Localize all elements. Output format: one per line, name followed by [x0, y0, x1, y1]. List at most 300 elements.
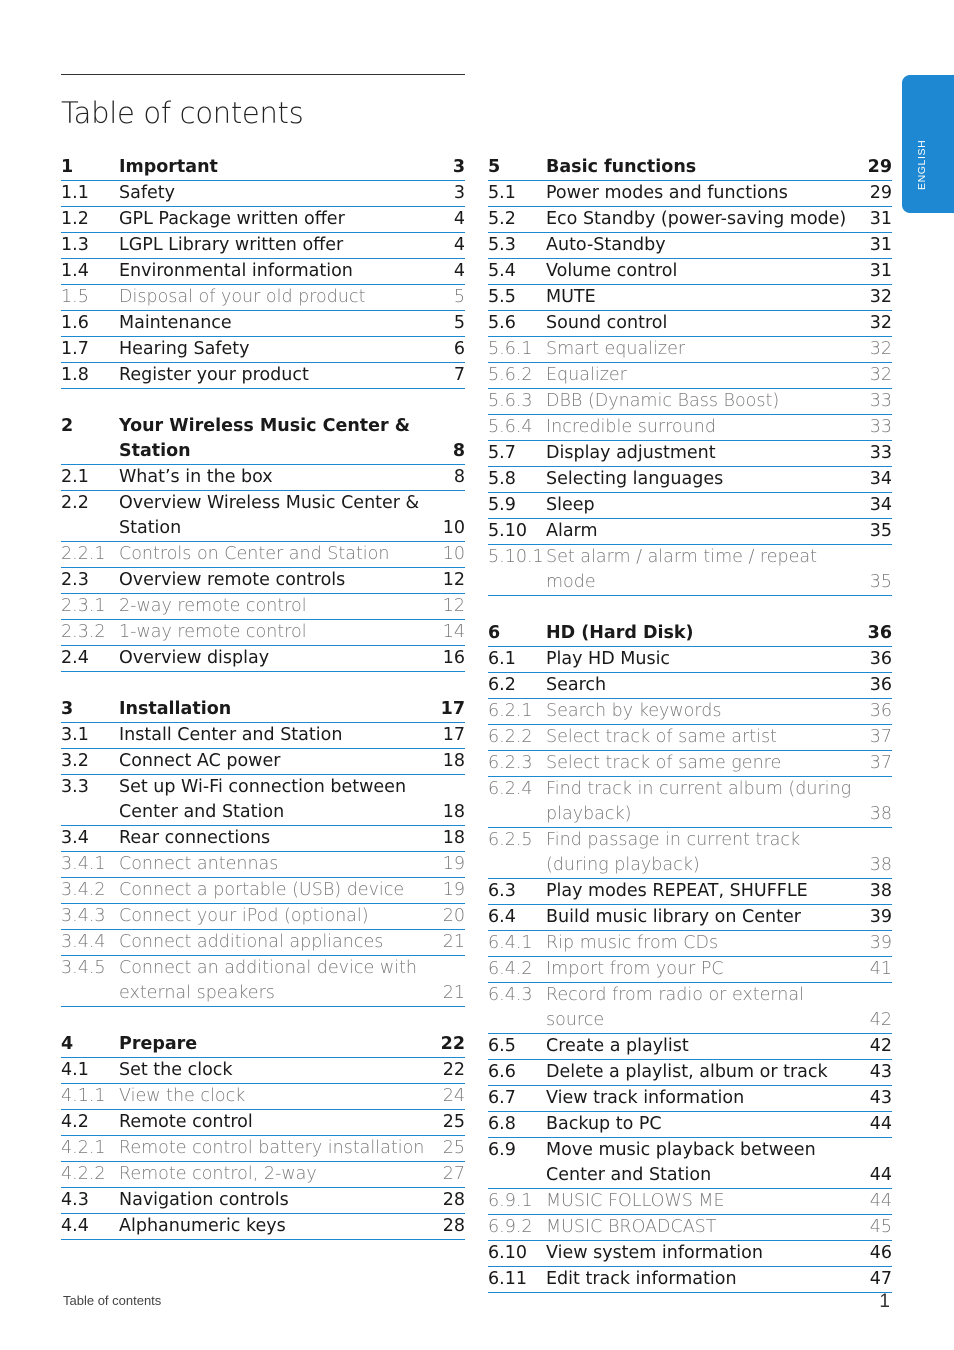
toc-entry-number: 2.4 — [61, 648, 89, 668]
toc-entry-title: View system information — [546, 1243, 763, 1263]
toc-entry[interactable] — [61, 259, 465, 285]
toc-entry-title: Volume control — [546, 261, 678, 281]
toc-entry-page: 22 — [440, 1034, 465, 1054]
toc-entry-number: 3.4.4 — [61, 932, 106, 952]
toc-entry-number: 4.2.1 — [61, 1138, 106, 1158]
toc-entry[interactable] — [61, 956, 465, 1007]
toc-entry-page: 37 — [869, 727, 892, 747]
toc-entry[interactable] — [61, 568, 465, 594]
toc-entry-title: Set alarm / alarm time / repeat mode — [546, 547, 817, 592]
toc-entry-number: 3 — [61, 699, 74, 719]
toc-spacer — [488, 596, 892, 621]
toc-entry-page: 12 — [442, 570, 465, 590]
toc-entry-title: Sound control — [546, 313, 668, 333]
toc-entry-number: 4.1 — [61, 1060, 89, 1080]
toc-entry[interactable] — [61, 542, 465, 568]
toc-entry-title: Set up Wi-Fi connection between Center and Station — [119, 777, 407, 822]
toc-entry-number: 3.4.1 — [61, 854, 106, 874]
toc-entry-page: 27 — [442, 1164, 465, 1184]
toc-entry-number: 6.10 — [488, 1243, 527, 1263]
toc-entry-title: Eco Standby (power-saving mode) — [546, 209, 847, 229]
toc-entry[interactable] — [61, 594, 465, 620]
toc-entry-number: 6.9.2 — [488, 1217, 533, 1237]
toc-entry-number: 4.4 — [61, 1216, 89, 1236]
toc-entry-page: 36 — [869, 701, 892, 721]
toc-entry-page: 19 — [442, 854, 465, 874]
toc-entry-page: 41 — [869, 959, 892, 979]
toc-entry-number: 4.2 — [61, 1112, 89, 1132]
toc-entry-page: 24 — [442, 1086, 465, 1106]
toc-entry-page: 5 — [453, 287, 465, 307]
toc-entry[interactable] — [61, 207, 465, 233]
toc-entry[interactable] — [488, 207, 892, 233]
toc-entry-page: 20 — [442, 906, 465, 926]
toc-entry[interactable] — [488, 259, 892, 285]
toc-entry[interactable] — [488, 673, 892, 699]
toc-entry-number: 2.2.1 — [61, 544, 106, 564]
toc-entry-number: 6.2.1 — [488, 701, 533, 721]
toc-entry-page: 3 — [453, 183, 465, 203]
toc-entry-number: 6.3 — [488, 881, 516, 901]
toc-entry-title: Build music library on Center — [546, 907, 801, 927]
toc-entry-page: 31 — [869, 235, 892, 255]
toc-entry-title: Remote control battery installation — [119, 1138, 425, 1158]
toc-entry-number: 1 — [61, 157, 74, 177]
toc-entry-title: Rear connections — [119, 828, 271, 848]
toc-entry-page: 32 — [869, 287, 892, 307]
toc-entry-page: 33 — [869, 391, 892, 411]
toc-chapter-entry[interactable] — [61, 697, 465, 723]
toc-entry-page: 7 — [453, 365, 465, 385]
toc-spacer — [61, 1007, 465, 1032]
toc-entry-number: 6.9.1 — [488, 1191, 533, 1211]
toc-entry-page: 36 — [869, 649, 892, 669]
toc-entry-title: Play modes REPEAT, SHUFFLE — [546, 881, 808, 901]
toc-entry[interactable] — [61, 878, 465, 904]
toc-entry-number: 3.4 — [61, 828, 89, 848]
toc-entry[interactable] — [488, 493, 892, 519]
toc-entry-number: 6.2.4 — [488, 779, 533, 799]
toc-entry[interactable] — [61, 904, 465, 930]
toc-entry-page: 17 — [440, 699, 465, 719]
toc-entry-page: 18 — [442, 828, 465, 848]
toc-entry-number: 2.3.1 — [61, 596, 106, 616]
toc-entry-number: 5.6.2 — [488, 365, 533, 385]
toc-entry-page: 42 — [869, 1036, 892, 1056]
toc-entry-number: 1.6 — [61, 313, 89, 333]
toc-column-left — [61, 155, 465, 1240]
toc-entry-number: 6.5 — [488, 1036, 516, 1056]
toc-spacer — [61, 389, 465, 414]
toc-entry-number: 3.4.2 — [61, 880, 106, 900]
toc-entry-page: 3 — [452, 157, 465, 177]
toc-entry-number: 5.6.3 — [488, 391, 533, 411]
toc-entry-title: 2-way remote control — [119, 596, 307, 616]
toc-entry-title: Overview display — [119, 648, 270, 668]
toc-entry[interactable] — [488, 233, 892, 259]
toc-entry-number: 4.2.2 — [61, 1164, 106, 1184]
toc-chapter-entry[interactable] — [61, 1032, 465, 1058]
toc-entry-title: Display adjustment — [546, 443, 716, 463]
toc-entry-number: 6.4.3 — [488, 985, 533, 1005]
toc-entry-number: 5.2 — [488, 209, 516, 229]
toc-entry-title: View track information — [546, 1088, 745, 1108]
toc-entry-number: 6.2.2 — [488, 727, 533, 747]
toc-entry-page: 32 — [869, 365, 892, 385]
toc-entry[interactable] — [61, 337, 465, 363]
toc-entry-number: 3.1 — [61, 725, 89, 745]
toc-entry-page: 28 — [442, 1216, 465, 1236]
toc-entry-page: 18 — [442, 802, 465, 822]
toc-entry-number: 6.2.5 — [488, 830, 533, 850]
toc-entry-title: Connect AC power — [119, 751, 281, 771]
toc-entry-title: Play HD Music — [546, 649, 671, 669]
toc-entry[interactable] — [61, 311, 465, 337]
toc-entry-title: Rip music from CDs — [546, 933, 719, 953]
toc-entry-title: Set the clock — [119, 1060, 233, 1080]
toc-entry-title: Find track in current album (during playback) — [546, 779, 852, 824]
toc-entry[interactable] — [61, 1084, 465, 1110]
toc-entry[interactable] — [61, 1136, 465, 1162]
toc-entry-number: 6.4.1 — [488, 933, 533, 953]
toc-entry-number: 6.6 — [488, 1062, 516, 1082]
toc-entry[interactable] — [488, 311, 892, 337]
toc-entry-page: 44 — [869, 1165, 892, 1185]
toc-entry-title: MUSIC BROADCAST — [546, 1217, 717, 1237]
toc-entry-number: 3.4.5 — [61, 958, 106, 978]
toc-entry-number: 6 — [488, 623, 501, 643]
toc-entry-page: 17 — [442, 725, 465, 745]
toc-entry-page: 38 — [869, 881, 892, 901]
toc-entry[interactable] — [61, 1188, 465, 1214]
toc-entry-number: 3.3 — [61, 777, 89, 797]
toc-entry-title: Disposal of your old product — [119, 287, 366, 307]
toc-entry-number: 6.2 — [488, 675, 516, 695]
toc-entry-page: 31 — [869, 209, 892, 229]
toc-entry-title: Delete a playlist, album or track — [546, 1062, 828, 1082]
toc-entry[interactable] — [61, 723, 465, 749]
toc-entry-title: Connect additional appliances — [119, 932, 384, 952]
toc-entry-page: 4 — [453, 209, 465, 229]
toc-entry[interactable] — [61, 749, 465, 775]
toc-entry-page: 10 — [442, 518, 465, 538]
toc-entry-title: Safety — [119, 183, 175, 203]
toc-entry-title: Remote control — [119, 1112, 253, 1132]
toc-entry[interactable] — [61, 1110, 465, 1136]
toc-entry-number: 5.5 — [488, 287, 516, 307]
toc-entry[interactable] — [488, 1112, 892, 1138]
footer-label: Table of contents — [63, 1293, 162, 1308]
toc-entry[interactable] — [488, 777, 892, 828]
toc-entry[interactable] — [488, 1189, 892, 1215]
toc-entry-number: 1.7 — [61, 339, 89, 359]
toc-entry[interactable] — [488, 725, 892, 751]
toc-entry-title: Your Wireless Music Center & Station — [119, 416, 411, 461]
toc-entry-page: 4 — [453, 261, 465, 281]
toc-entry-title: Connect an additional device with external speakers — [119, 958, 417, 1003]
toc-entry[interactable] — [61, 491, 465, 542]
toc-entry-title: MUTE — [546, 287, 596, 307]
toc-entry-title: Search by keywords — [546, 701, 722, 721]
toc-entry-number: 5.8 — [488, 469, 516, 489]
toc-entry-title: Select track of same genre — [546, 753, 782, 773]
toc-entry-page: 19 — [442, 880, 465, 900]
toc-entry-title: Edit track information — [546, 1269, 737, 1289]
toc-entry[interactable] — [488, 1215, 892, 1241]
toc-entry[interactable] — [488, 519, 892, 545]
toc-entry-title: Prepare — [119, 1034, 198, 1054]
toc-entry-title: Alphanumeric keys — [119, 1216, 286, 1236]
toc-entry-title: Overview Wireless Music Center & Station — [119, 493, 420, 538]
toc-entry-title: HD (Hard Disk) — [546, 623, 694, 643]
toc-entry-title: Create a playlist — [546, 1036, 689, 1056]
toc-entry-title: Register your product — [119, 365, 309, 385]
toc-entry-title: Move music playback between Center and Station — [546, 1140, 816, 1185]
toc-entry-number: 6.4.2 — [488, 959, 533, 979]
toc-entry-page: 29 — [867, 157, 892, 177]
toc-entry-title: Equalizer — [546, 365, 627, 385]
toc-entry-title: Maintenance — [119, 313, 232, 333]
toc-entry[interactable] — [488, 699, 892, 725]
toc-entry-number: 2.3.2 — [61, 622, 106, 642]
toc-entry-page: 14 — [442, 622, 465, 642]
toc-entry-number: 1.8 — [61, 365, 89, 385]
toc-entry[interactable] — [61, 363, 465, 389]
toc-entry[interactable] — [488, 957, 892, 983]
toc-entry-number: 1.5 — [61, 287, 89, 307]
toc-entry[interactable] — [61, 620, 465, 646]
toc-entry[interactable] — [488, 879, 892, 905]
toc-entry[interactable] — [488, 363, 892, 389]
toc-entry-number: 4.1.1 — [61, 1086, 106, 1106]
toc-entry-title: Navigation controls — [119, 1190, 289, 1210]
toc-entry-title: Connect antennas — [119, 854, 279, 874]
toc-entry-title: Basic functions — [546, 157, 697, 177]
toc-entry-title: MUSIC FOLLOWS ME — [546, 1191, 725, 1211]
toc-entry-title: Hearing Safety — [119, 339, 250, 359]
toc-entry-title: Connect your iPod (optional) — [119, 906, 369, 926]
toc-column-right — [488, 155, 892, 1293]
toc-entry-page: 22 — [442, 1060, 465, 1080]
toc-entry[interactable] — [488, 285, 892, 311]
toc-entry-title: Power modes and functions — [546, 183, 788, 203]
toc-entry-page: 21 — [442, 932, 465, 952]
toc-entry-page: 18 — [442, 751, 465, 771]
toc-entry-title: Overview remote controls — [119, 570, 346, 590]
toc-entry[interactable] — [488, 1241, 892, 1267]
toc-entry-title: Incredible surround — [546, 417, 716, 437]
toc-entry[interactable] — [488, 545, 892, 596]
toc-spacer — [61, 672, 465, 697]
toc-entry[interactable] — [488, 389, 892, 415]
toc-entry-title: Smart equalizer — [546, 339, 686, 359]
toc-entry-title: Select track of same artist — [546, 727, 777, 747]
toc-entry-page: 39 — [869, 907, 892, 927]
toc-entry-page: 29 — [869, 183, 892, 203]
toc-entry-number: 2.1 — [61, 467, 89, 487]
toc-entry-page: 12 — [442, 596, 465, 616]
toc-entry-page: 33 — [869, 443, 892, 463]
toc-entry[interactable] — [488, 337, 892, 363]
toc-entry-page: 34 — [869, 495, 892, 515]
toc-entry-number: 4.3 — [61, 1190, 89, 1210]
toc-entry-title: Important — [119, 157, 218, 177]
toc-entry[interactable] — [488, 1267, 892, 1293]
toc-entry-page: 16 — [442, 648, 465, 668]
toc-entry-number: 6.7 — [488, 1088, 516, 1108]
toc-entry[interactable] — [488, 828, 892, 879]
toc-entry-page: 28 — [442, 1190, 465, 1210]
toc-entry[interactable] — [61, 181, 465, 207]
toc-entry-number: 6.9 — [488, 1140, 516, 1160]
toc-entry-number: 5.9 — [488, 495, 516, 515]
toc-entry[interactable] — [488, 647, 892, 673]
toc-entry[interactable] — [61, 1162, 465, 1188]
toc-entry[interactable] — [488, 1034, 892, 1060]
toc-entry-number: 5.7 — [488, 443, 516, 463]
toc-entry[interactable] — [61, 646, 465, 672]
toc-chapter-entry[interactable] — [61, 414, 465, 465]
toc-entry-page: 33 — [869, 417, 892, 437]
toc-entry-title: Auto-Standby — [546, 235, 666, 255]
toc-entry[interactable] — [488, 415, 892, 441]
page-number: 1 — [879, 1291, 890, 1312]
toc-entry-number: 5.6.4 — [488, 417, 533, 437]
toc-entry[interactable] — [488, 931, 892, 957]
toc-entry[interactable] — [488, 1060, 892, 1086]
toc-entry-page: 42 — [869, 1010, 892, 1030]
toc-entry-number: 2.3 — [61, 570, 89, 590]
toc-entry-page: 43 — [869, 1062, 892, 1082]
toc-entry-page: 8 — [453, 467, 465, 487]
toc-entry[interactable] — [61, 233, 465, 259]
toc-entry-title: Record from radio or external source — [546, 985, 804, 1030]
toc-entry[interactable] — [61, 1058, 465, 1084]
toc-entry[interactable] — [488, 905, 892, 931]
toc-entry-number: 5.3 — [488, 235, 516, 255]
toc-entry-number: 2 — [61, 416, 74, 436]
toc-entry-page: 47 — [869, 1269, 892, 1289]
language-tab-label: ENGLISH — [916, 139, 928, 190]
toc-entry-number: 5.4 — [488, 261, 516, 281]
toc-entry-title: Controls on Center and Station — [119, 544, 390, 564]
toc-entry-number: 5.1 — [488, 183, 516, 203]
toc-chapter-entry[interactable] — [488, 155, 892, 181]
toc-entry-title: Import from your PC — [546, 959, 724, 979]
toc-entry-number: 5.10 — [488, 521, 527, 541]
toc-entry-page: 25 — [442, 1112, 465, 1132]
toc-entry[interactable] — [61, 775, 465, 826]
toc-entry[interactable] — [61, 852, 465, 878]
toc-entry-page: 43 — [869, 1088, 892, 1108]
toc-entry-title: Install Center and Station — [119, 725, 343, 745]
toc-entry-page: 45 — [869, 1217, 892, 1237]
toc-entry-page: 38 — [869, 855, 892, 875]
toc-entry-title: Installation — [119, 699, 232, 719]
toc-entry[interactable] — [61, 465, 465, 491]
language-tab — [902, 75, 954, 213]
toc-entry-title: Selecting languages — [546, 469, 724, 489]
toc-entry-page: 8 — [452, 441, 465, 461]
toc-entry-title: Connect a portable (USB) device — [119, 880, 405, 900]
toc-entry-number: 1.4 — [61, 261, 89, 281]
toc-entry[interactable] — [488, 1138, 892, 1189]
toc-entry-number: 6.11 — [488, 1269, 527, 1289]
toc-entry-title: DBB (Dynamic Bass Boost) — [546, 391, 780, 411]
toc-entry-page: 5 — [453, 313, 465, 333]
toc-entry[interactable] — [488, 441, 892, 467]
toc-entry-number: 5 — [488, 157, 501, 177]
toc-entry-page: 31 — [869, 261, 892, 281]
toc-entry-number: 4 — [61, 1034, 74, 1054]
toc-entry-page: 38 — [869, 804, 892, 824]
toc-chapter-entry[interactable] — [488, 621, 892, 647]
toc-entry[interactable] — [61, 826, 465, 852]
toc-entry-title: Backup to PC — [546, 1114, 662, 1134]
toc-entry-number: 3.4.3 — [61, 906, 106, 926]
toc-entry-page: 25 — [442, 1138, 465, 1158]
toc-entry-title: Environmental information — [119, 261, 353, 281]
toc-entry-page: 32 — [869, 313, 892, 333]
toc-entry-title: Sleep — [546, 495, 595, 515]
toc-entry-title: View the clock — [119, 1086, 246, 1106]
toc-entry-number: 6.4 — [488, 907, 516, 927]
toc-entry[interactable] — [61, 1214, 465, 1240]
toc-entry-title: What’s in the box — [119, 467, 273, 487]
toc-entry-page: 34 — [869, 469, 892, 489]
toc-entry-number: 2.2 — [61, 493, 89, 513]
toc-entry-title: Remote control, 2-way — [119, 1164, 317, 1184]
toc-entry[interactable] — [488, 983, 892, 1034]
toc-entry-title: Alarm — [546, 521, 598, 541]
toc-entry-number: 1.3 — [61, 235, 89, 255]
toc-entry-number: 3.2 — [61, 751, 89, 771]
toc-entry-page: 6 — [453, 339, 465, 359]
toc-entry[interactable] — [488, 181, 892, 207]
toc-entry-page: 46 — [869, 1243, 892, 1263]
toc-entry-title: GPL Package written offer — [119, 209, 345, 229]
toc-entry[interactable] — [488, 467, 892, 493]
toc-entry[interactable] — [61, 930, 465, 956]
toc-entry-title: 1-way remote control — [119, 622, 307, 642]
toc-entry-page: 32 — [869, 339, 892, 359]
toc-entry-page: 35 — [869, 572, 892, 592]
toc-entry[interactable] — [61, 285, 465, 311]
toc-entry-page: 35 — [869, 521, 892, 541]
toc-entry-title: Search — [546, 675, 607, 695]
toc-entry-page: 44 — [869, 1114, 892, 1134]
toc-chapter-entry[interactable] — [61, 155, 465, 181]
toc-entry-page: 39 — [869, 933, 892, 953]
toc-entry[interactable] — [488, 751, 892, 777]
toc-entry-page: 44 — [869, 1191, 892, 1211]
toc-entry-page: 37 — [869, 753, 892, 773]
toc-entry-number: 5.10.1 — [488, 547, 544, 567]
toc-entry-number: 5.6.1 — [488, 339, 533, 359]
toc-entry-title: Find passage in current track (during playback) — [546, 830, 801, 875]
toc-entry-number: 1.2 — [61, 209, 89, 229]
toc-entry-page: 36 — [867, 623, 892, 643]
toc-entry[interactable] — [488, 1086, 892, 1112]
toc-entry-page: 21 — [442, 983, 465, 1003]
toc-entry-page: 10 — [442, 544, 465, 564]
top-rule — [61, 74, 465, 75]
toc-entry-page: 4 — [453, 235, 465, 255]
toc-entry-number: 6.1 — [488, 649, 516, 669]
toc-entry-number: 6.2.3 — [488, 753, 533, 773]
page-title: Table of contents — [61, 96, 304, 130]
toc-entry-number: 5.6 — [488, 313, 516, 333]
